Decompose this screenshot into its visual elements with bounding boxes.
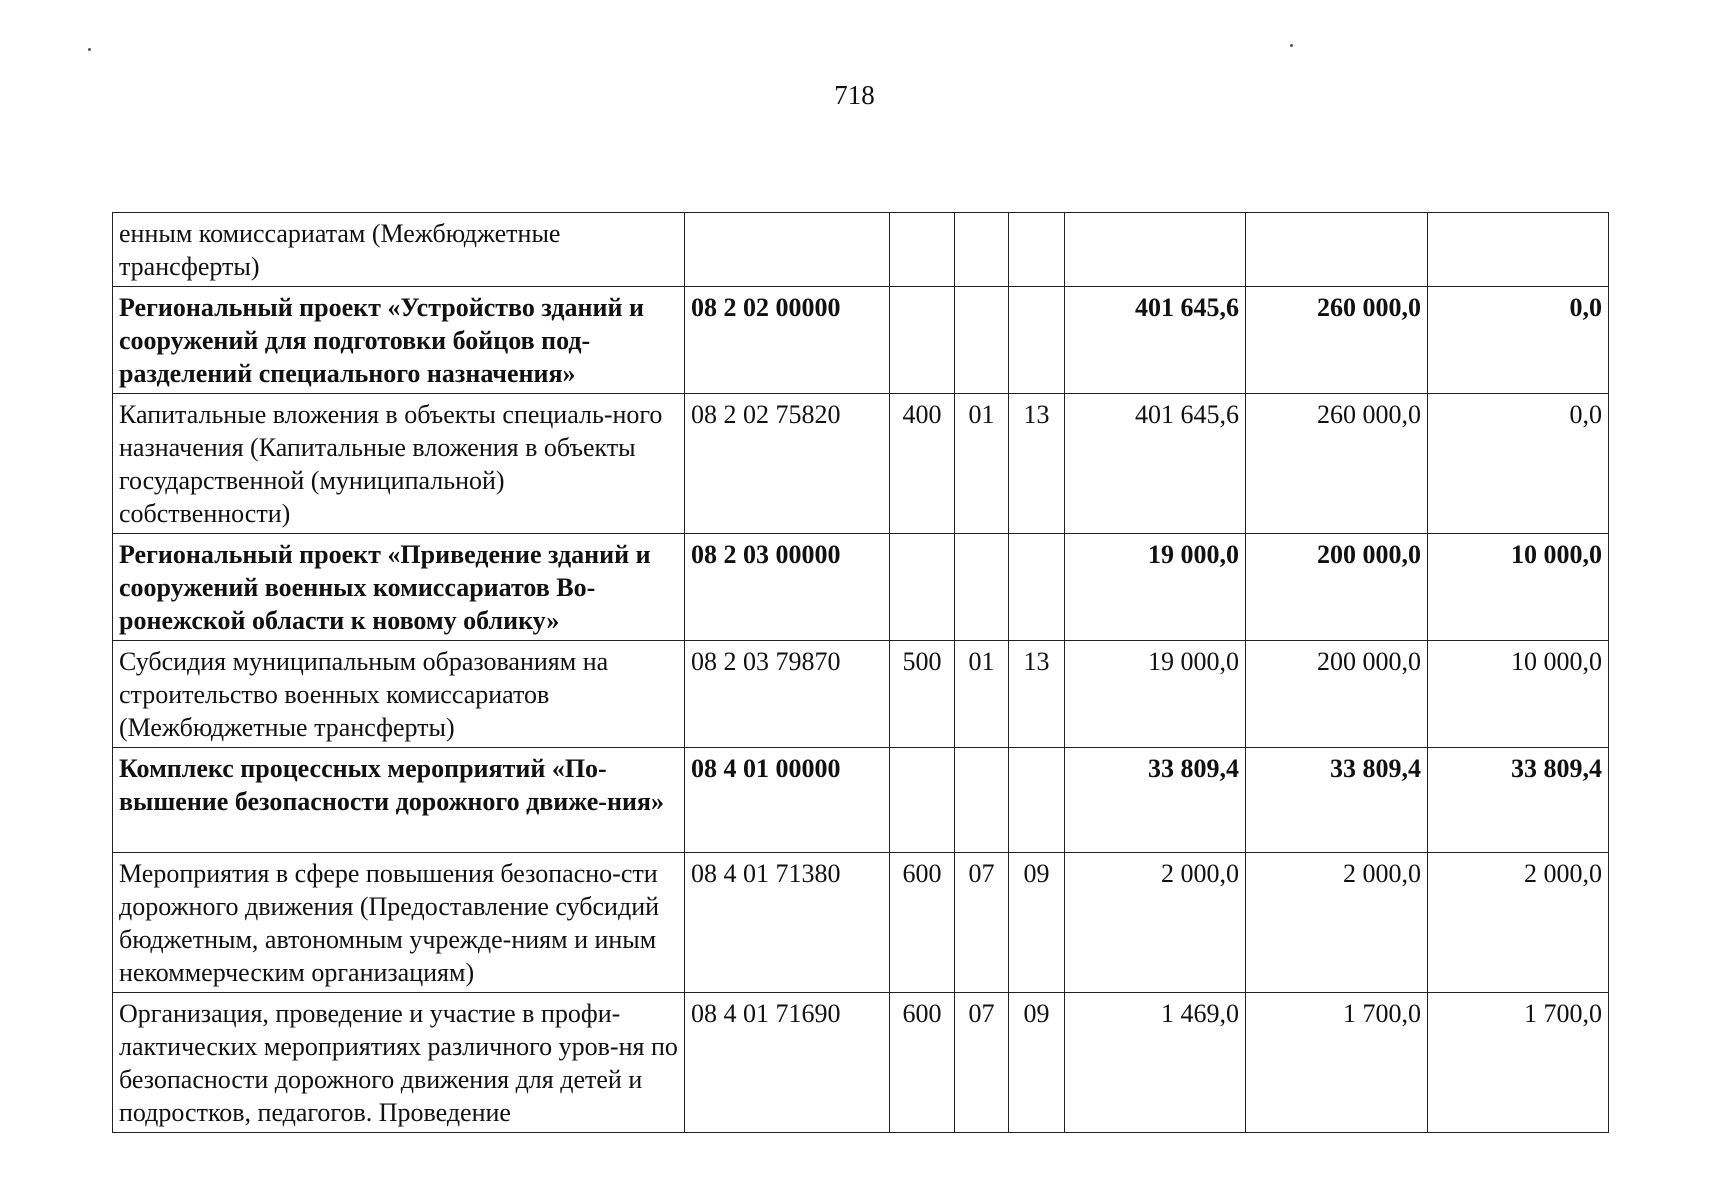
- amount-1: 2 000,0: [1065, 853, 1246, 993]
- table-row: [113, 993, 1609, 1133]
- amount-1: 19 000,0: [1065, 641, 1246, 748]
- table-body: [113, 213, 1609, 1133]
- expense-type: [890, 534, 955, 641]
- amount-2: 260 000,0: [1246, 287, 1428, 394]
- subsection: 09: [1009, 853, 1065, 993]
- amount-1: [1065, 213, 1246, 287]
- section: [955, 534, 1009, 641]
- scan-speck: [88, 48, 91, 51]
- amount-2: 1 700,0: [1246, 993, 1428, 1133]
- table-row: [113, 748, 1609, 853]
- target-code: 08 2 03 00000: [685, 534, 890, 641]
- amount-2: 33 809,4: [1246, 748, 1428, 853]
- target-code: 08 2 02 75820: [685, 394, 890, 534]
- target-code: 08 4 01 00000: [685, 748, 890, 853]
- section: [955, 213, 1009, 287]
- target-code: [685, 213, 890, 287]
- amount-2: 260 000,0: [1246, 394, 1428, 534]
- row-name: Региональный проект «Устройство зданий и сооружений для подготовки бойцов под-разделений специального назначения»: [113, 287, 685, 394]
- table-row: [113, 853, 1609, 993]
- expense-type: [890, 287, 955, 394]
- amount-3: 0,0: [1428, 394, 1609, 534]
- row-name: Капитальные вложения в объекты специаль-ного назначения (Капитальные вложения в объекты государственной (муниципальной) собственности): [113, 394, 685, 534]
- expense-type: 400: [890, 394, 955, 534]
- amount-3: 1 700,0: [1428, 993, 1609, 1133]
- expense-type: [890, 748, 955, 853]
- subsection: [1009, 748, 1065, 853]
- table-row: [113, 394, 1609, 534]
- section: 07: [955, 993, 1009, 1133]
- subsection: 09: [1009, 993, 1065, 1133]
- table-row: [113, 641, 1609, 748]
- amount-3: 0,0: [1428, 287, 1609, 394]
- amount-2: 200 000,0: [1246, 534, 1428, 641]
- budget-table: [112, 212, 1609, 1133]
- section: 01: [955, 641, 1009, 748]
- row-name: енным комиссариатам (Межбюджетные трансферты): [113, 213, 685, 287]
- amount-2: 200 000,0: [1246, 641, 1428, 748]
- amount-1: 19 000,0: [1065, 534, 1246, 641]
- section: [955, 287, 1009, 394]
- subsection: 13: [1009, 394, 1065, 534]
- page-number: 718: [834, 80, 875, 110]
- scan-speck: [1290, 44, 1293, 47]
- amount-1: 401 645,6: [1065, 287, 1246, 394]
- amount-3: 10 000,0: [1428, 641, 1609, 748]
- row-name: Субсидия муниципальным образованиям на строительство военных комиссариатов (Межбюджетные трансферты): [113, 641, 685, 748]
- subsection: [1009, 213, 1065, 287]
- table-row: [113, 534, 1609, 641]
- row-name: Организация, проведение и участие в профи-лактических мероприятиях различного уров-ня по безопасности дорожного движения для детей и подростков, педагогов. Проведение: [113, 993, 685, 1133]
- amount-3: 10 000,0: [1428, 534, 1609, 641]
- subsection: 13: [1009, 641, 1065, 748]
- section: 07: [955, 853, 1009, 993]
- section: 01: [955, 394, 1009, 534]
- amount-2: 2 000,0: [1246, 853, 1428, 993]
- amount-1: 1 469,0: [1065, 993, 1246, 1133]
- amount-3: 2 000,0: [1428, 853, 1609, 993]
- row-name: Региональный проект «Приведение зданий и сооружений военных комиссариатов Во-ронежской области к новому облику»: [113, 534, 685, 641]
- section: [955, 748, 1009, 853]
- expense-type: 500: [890, 641, 955, 748]
- expense-type: 600: [890, 993, 955, 1133]
- amount-2: [1246, 213, 1428, 287]
- amount-1: 401 645,6: [1065, 394, 1246, 534]
- target-code: 08 2 03 79870: [685, 641, 890, 748]
- subsection: [1009, 287, 1065, 394]
- subsection: [1009, 534, 1065, 641]
- table-row: [113, 287, 1609, 394]
- amount-3: [1428, 213, 1609, 287]
- table-row: [113, 213, 1609, 287]
- target-code: 08 2 02 00000: [685, 287, 890, 394]
- row-name: Мероприятия в сфере повышения безопасно-сти дорожного движения (Предоставление субсидий бюджетным, автономным учрежде-ниям и иным некоммерческим организациям): [113, 853, 685, 993]
- target-code: 08 4 01 71690: [685, 993, 890, 1133]
- expense-type: [890, 213, 955, 287]
- amount-3: 33 809,4: [1428, 748, 1609, 853]
- expense-type: 600: [890, 853, 955, 993]
- target-code: 08 4 01 71380: [685, 853, 890, 993]
- amount-1: 33 809,4: [1065, 748, 1246, 853]
- row-name: Комплекс процессных мероприятий «По-вышение безопасности дорожного движе-ния»: [113, 748, 685, 853]
